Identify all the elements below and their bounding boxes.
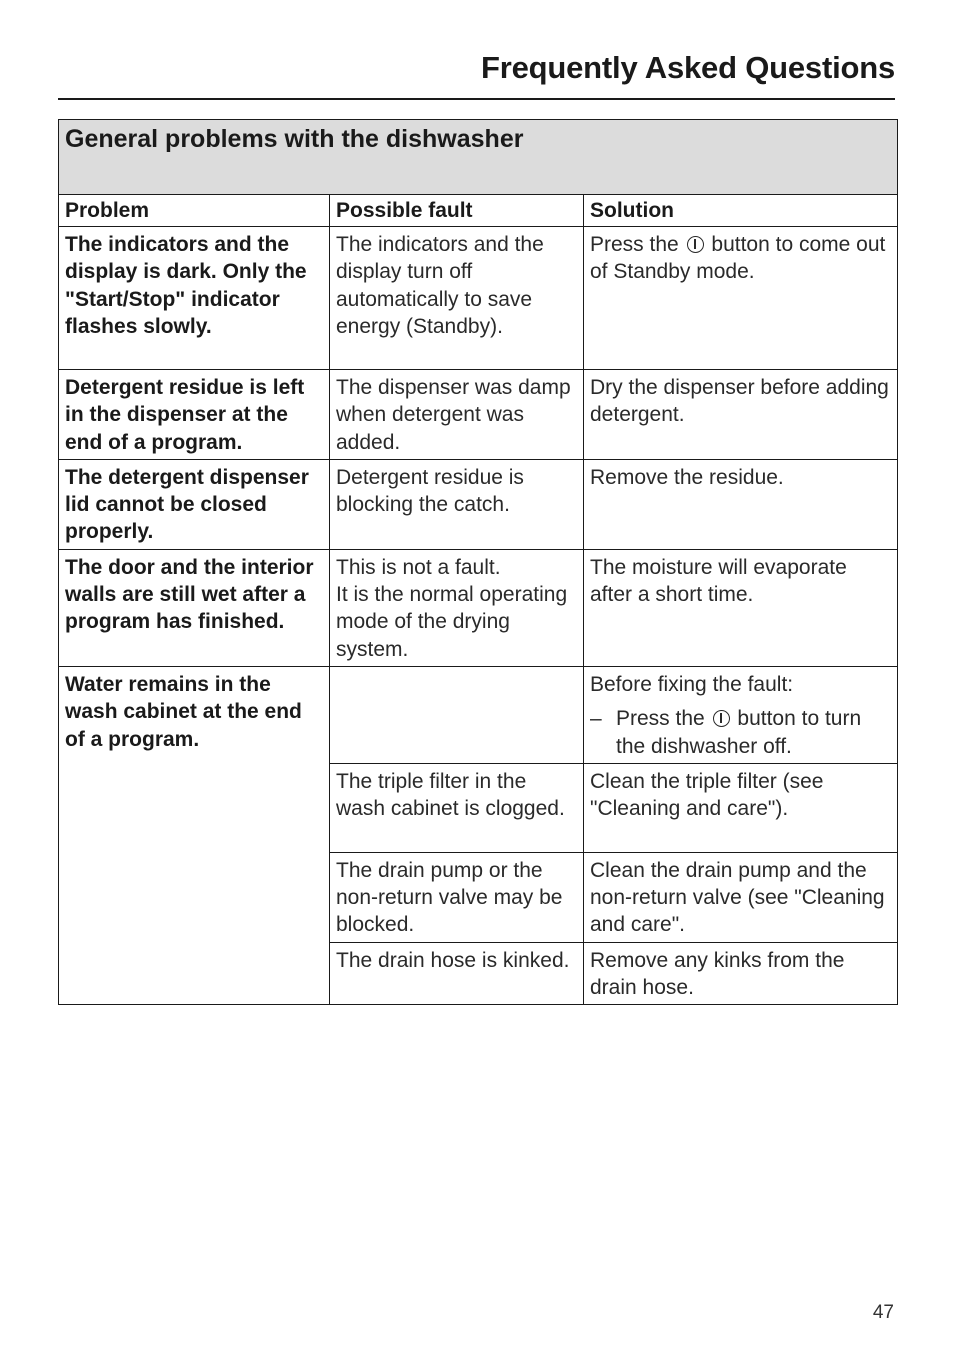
solution-cell: Remove any kinks from the drain hose. — [584, 942, 898, 1005]
solution-list-item — [590, 705, 893, 760]
page-title: Frequently Asked Questions — [481, 50, 895, 85]
column-header-fault: Possible fault — [330, 195, 584, 227]
solution-text-pre: Press the — [590, 233, 679, 256]
solution-cell — [584, 666, 898, 763]
solution-cell: Dry the dispenser before adding detergent. — [584, 370, 898, 460]
table-row — [59, 459, 898, 549]
fault-cell: The triple filter in the wash cabinet is clogged. — [330, 763, 584, 852]
fault-cell: The dispenser was damp when detergent was added. — [330, 370, 584, 460]
solution-text-pre: Press the — [616, 707, 705, 731]
table-row — [59, 549, 898, 666]
problem-cell: Detergent residue is left in the dispenser at the end of a program. — [59, 370, 330, 460]
solution-text-post: button to turn the dishwasher off. — [616, 707, 862, 758]
problem-cell: The indicators and the display is dark. Only the "Start/Stop" indicator flashes slowly. — [59, 227, 330, 370]
list-dash: – — [590, 707, 602, 731]
fault-cell: The drain pump or the non-return valve may be blocked. — [330, 852, 584, 942]
table-row — [59, 227, 898, 370]
table-row — [59, 370, 898, 460]
fault-cell: Detergent residue is blocking the catch. — [330, 459, 584, 549]
solution-text-post: button to come out of Standby mode. — [590, 233, 886, 284]
faq-table — [58, 119, 898, 1005]
power-icon — [687, 236, 704, 253]
solution-cell: Remove the residue. — [584, 459, 898, 549]
problem-cell: The door and the interior walls are still wet after a program has finished. — [59, 549, 330, 666]
solution-cell — [584, 227, 898, 370]
page-number: 47 — [872, 1302, 894, 1323]
problem-cell: The detergent dispenser lid cannot be closed properly. — [59, 459, 330, 549]
section-title: General problems with the dishwasher — [59, 120, 898, 195]
section-header-row — [59, 120, 898, 195]
fault-cell: The drain hose is kinked. — [330, 942, 584, 1005]
list-item-text — [616, 705, 893, 760]
solution-cell: Clean the triple filter (see "Cleaning and care"). — [584, 763, 898, 852]
title-divider — [58, 98, 895, 100]
table-row — [59, 666, 898, 763]
power-icon — [713, 710, 730, 727]
problem-cell: Water remains in the wash cabinet at the end of a program. — [59, 666, 330, 1004]
column-header-row — [59, 195, 898, 227]
column-header-solution: Solution — [584, 195, 898, 227]
column-header-problem: Problem — [59, 195, 330, 227]
solution-cell: Clean the drain pump and the non-return valve (see "Cleaning and care". — [584, 852, 898, 942]
fault-cell: The indicators and the display turn off automatically to save energy (Standby). — [330, 227, 584, 370]
fault-cell — [330, 666, 584, 763]
solution-cell: The moisture will evaporate after a short time. — [584, 549, 898, 666]
fault-cell: This is not a fault. It is the normal operating mode of the drying system. — [330, 549, 584, 666]
solution-intro: Before fixing the fault: — [590, 672, 794, 696]
